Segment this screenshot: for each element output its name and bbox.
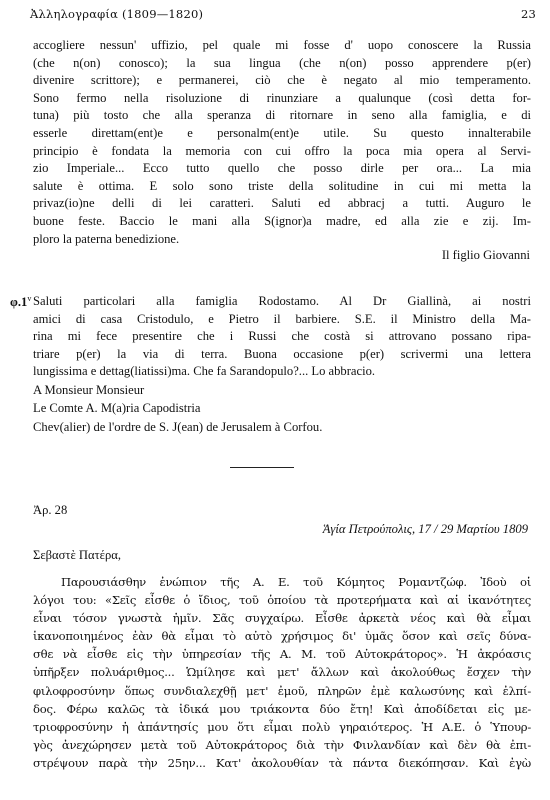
text-line: esserle direttam(ent)e e personalm(ent)e utile. Su questo innalterabile (33, 125, 531, 140)
text-line: ploro la paterna benedizione. (33, 231, 180, 246)
text-line: γὸς ἀνεχώρησεν μετὰ τοῦ Αὐτοκράτορος διὰ τὴν Φινλανδίαν καὶ δὲν θὰ ἐπι- (33, 737, 531, 752)
address-line: Chev(alier) de l'ordre de S. J(ean) de Jerusalem à Corfou. (33, 419, 323, 434)
address-block (33, 381, 531, 436)
text-line: ὑπῆρξεν πολυάριθμος... Ὡμίλησε καὶ μετ' ἄλλων καὶ ἀκολούθως ἔσχεν τὴν (33, 665, 531, 680)
text-line: Παρουσιάσθην ἐνώπιον τῆς Α. Ε. τοῦ Κόμητος Ρομαντζώφ. Ἰδοὺ οἱ (61, 575, 531, 589)
letter-salutation: Σεβαστὲ Πατέρα, (33, 548, 121, 562)
text-line: triare p(er) la via di terra. Buona occasione p(er) scrivermi una lettera (33, 346, 531, 361)
letter-number: Ἀρ. 28 (33, 503, 68, 517)
text-line: zio Imperiale... Ecco tutto quello che posso dirle per ora... La mia (33, 161, 531, 176)
running-title: Ἀλληλογραφία (1809—1820) (30, 7, 204, 21)
section-divider (230, 467, 294, 468)
text-line: divenire scrittore); e permanerei, ciò che è negato al mio temperamento. (33, 73, 531, 88)
text-line: lungissima e dettag(liatissi)ma. Che fa Sarandopulo?... Lo abbracio. (33, 364, 376, 379)
italian-letter-body (33, 37, 531, 248)
folio-reference: φ.1$^v$ (10, 294, 32, 310)
text-line: φιλοφροσύνην ὅπως συνδιαλεχθῇ μετ' ἐμοῦ, πληρῶν ἐμὲ καλωσύνης καὶ ἐλπί- (33, 683, 531, 698)
page-number: 23 (520, 7, 536, 21)
address-line: A Monsieur Monsieur (33, 383, 145, 397)
text-line: δος. Φέρω καλῶς τὰ ἰδικά μου τριάκοντα δύο ἔτη! Καὶ ἀποδίδεται εἰς με- (33, 701, 531, 716)
text-line: ἱκανοποιημένος ἐὰν θὰ εἶμαι τὸ αὐτὸ χρήσιμος δι' ὑμᾶς ὅσον καὶ σεῖς δύνα- (33, 629, 531, 644)
signature: Il figlio Giovanni (441, 248, 530, 262)
text-line: Sono fermo nella risoluzione di rinunziare a qualunque (così detta for- (33, 90, 531, 105)
text-line: λόγοι του: «Σεῖς εἶσθε ὁ ἴδιος, τοῦ ὁποίου τὰ προτερήματα καὶ αἱ ἱκανότητες (33, 593, 531, 608)
text-line: accogliere nessun' uffizio, pel quale mi fosse d' uopo conoscere la Russia (33, 38, 531, 52)
running-header (30, 7, 536, 23)
greek-letter-body (33, 573, 531, 772)
text-line: buone feste. Baccio le mani alla S(ignor)a madre, ed alla zie e zij. Im- (33, 213, 531, 228)
text-line: rina mi fece presentire che i Russi che costà si attrovano possano ripa- (33, 329, 531, 344)
text-line: στρέψουν παρὰ τὴν 25ην... Κατ' ἀκολουθίαν τὰ πάντα διεκόπησαν. Καὶ ἐγὼ (33, 755, 531, 770)
text-line: privaz(io)ne delli di lei caratteri. Saluti ed abbracj a tutti. Auguro le (33, 196, 531, 211)
text-line: tuna) più tosto che alla speranza di ritornare in seno alla famiglia, e di (33, 108, 531, 123)
address-line: Le Comte A. M(a)ria Capodistria (33, 401, 201, 416)
text-line: (che n(on) conosco); la sua lingua (che n(on) posso apprendere p(er) (33, 55, 531, 70)
text-line: σθε νὰ εἶσθε εἰς τὴν ὑπηρεσίαν τῆς Α. Μ. τοῦ Αὐτοκράτορος». Ἡ ἀκρόασις (33, 647, 531, 662)
text-line: amici di casa Cristodulo, e Pietro il barbiere. S.E. il Ministro della Ma- (33, 311, 531, 326)
text-line: salute è ottima. E solo sono triste della solitudine in cui mi metta la (33, 178, 531, 193)
text-line: εἶναι τόσον γνωστὰ ἡμῖν. Σᾶς συγχαίρω. Εἶσθε ἀρκετὰ νέος καὶ θὰ εἶμαι (33, 611, 531, 626)
text-line: Saluti particolari alla famiglia Rodostamo. Al Dr Giallinà, ai nostri (33, 294, 531, 308)
letter-place-date: Ἁγία Πετρούπολις, 17 / 29 Μαρτίου 1809 (322, 522, 528, 536)
postscript (33, 293, 531, 381)
text-line: τριοφροσύνην ἡ ἀπάντησίς μου ὅτι εἶμαι πολὺ γηραιότερος. Ἡ Α.Ε. ὁ Ὑπουρ- (33, 719, 531, 734)
text-line: principio è fondata la memoria con cui offro la poca mia opera al Servi- (33, 143, 531, 158)
